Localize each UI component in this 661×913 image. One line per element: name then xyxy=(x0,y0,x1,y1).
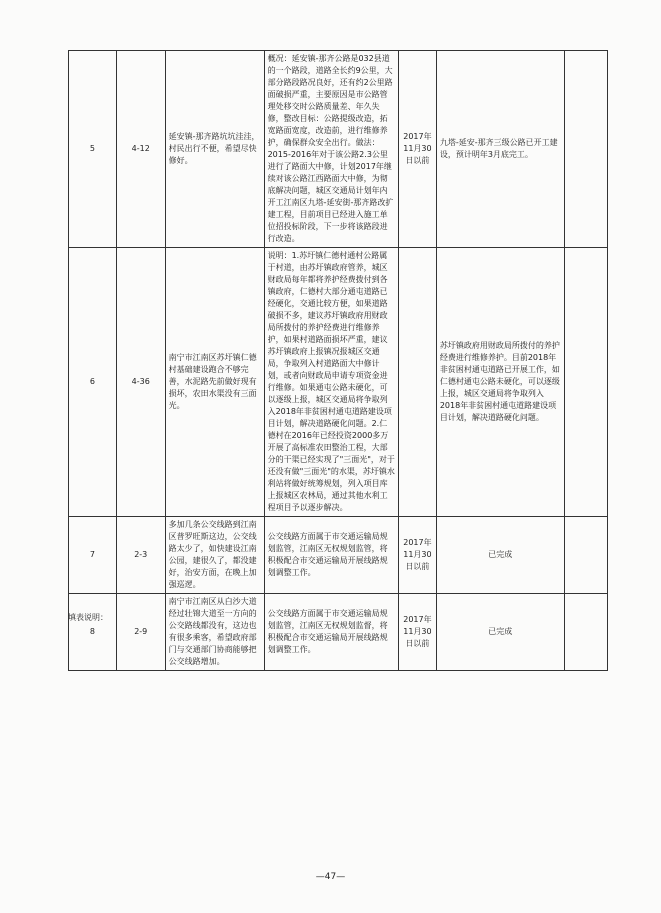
complaint-table xyxy=(68,50,608,671)
row-reply: 公交线路方面属于市交通运输局规划监管，江南区无权规划监管，将积极配合市交通运输局开展线路规划调整工作。 xyxy=(264,517,398,594)
row-reply: 概况：延安镇-那齐公路是032县道的一个路段，道路全长约9公里，大部分路段路况良好，还有约2公里路面破损严重，主要原因是市公路管理处移交时公路质量差、年久失修，整改目标：公路提级改造，拓宽路面宽度，改造前，进行维修养护，确保群众安全出行。做法：2015-2016年对于该公路2.3公里进行了路面大中修，计划2017年继续对该公路江西路面大中修，为彻底解决问题，城区交通局计划年内开工江南区九塔-延安街-那齐路改扩建工程，目前项目已经进入施工单位招投标阶段，下一步将该路段进行改造。 xyxy=(264,51,398,248)
row-result: 苏圩镇政府用财政局所拨付的养护经费进行维修养护。目前2018年非贫困村通屯道路已开展工作，如仁德村通屯公路未硬化，可以逐级上报，城区交通局将争取列入2018年非贫困村通屯道路建设项目计划，解决道路硬化问题。 xyxy=(436,248,564,517)
row-blank-cell xyxy=(564,51,607,248)
row-result: 九塔-延安-那齐三级公路已开工建设，预计明年3月底完工。 xyxy=(436,51,564,248)
table-row xyxy=(69,594,608,671)
row-number: 7 xyxy=(69,517,117,594)
row-number: 6 xyxy=(69,248,117,517)
row-code: 2-3 xyxy=(116,517,165,594)
row-issue: 南宁市江南区从白沙大道经过壮锦大道至一方向的公交路线都没有，这边也有很多乘客，希望政府部门与交通部门协商能够把公交线路增加。 xyxy=(165,594,264,671)
table-row xyxy=(69,51,608,248)
row-deadline: 2017年11月30日以前 xyxy=(399,594,437,671)
row-code: 2-9 xyxy=(116,594,165,671)
page-number: —47— xyxy=(315,872,346,882)
row-deadline xyxy=(399,248,437,517)
row-deadline: 2017年11月30日以前 xyxy=(399,51,437,248)
row-result: 已完成 xyxy=(436,517,564,594)
row-blank-cell xyxy=(564,248,607,517)
row-code: 4-36 xyxy=(116,248,165,517)
row-blank-cell xyxy=(564,594,607,671)
table-row xyxy=(69,517,608,594)
row-reply: 公交线路方面属于市交通运输局规划监管，江南区无权规划监督，将积极配合市交通运输局开展线路规划调整工作。 xyxy=(264,594,398,671)
row-number: 5 xyxy=(69,51,117,248)
row-issue: 延安镇-那齐路坑坑洼洼，村民出行不便，希望尽快修好。 xyxy=(165,51,264,248)
row-blank-cell xyxy=(564,517,607,594)
row-result: 已完成 xyxy=(436,594,564,671)
row-code: 4-12 xyxy=(116,51,165,248)
row-issue: 南宁市江南区苏圩镇仁德村基础建设跑合不够完善，水泥路先前做好现有损坏，农田水渠没有三面光。 xyxy=(165,248,264,517)
table-footnote: 填表说明： xyxy=(68,613,108,622)
row-issue: 多加几条公交线路到江南区普罗旺斯这边，公交线路太少了，如快建设江南公园，建很久了，都没建好，治安方面，在晚上加强巡逻。 xyxy=(165,517,264,594)
row-reply: 说明：1.苏圩镇仁德村通村公路属于村道，由苏圩镇政府管养，城区财政局每年都将养护经费拨付到各镇政府，仁德村大部分通屯道路已经硬化，交通比较方便，如果道路破损不多，建议苏圩镇政府用财政局所拨付的养护经费进行维修养护，如果村道路面损坏严重，建议苏圩镇政府上报镇况报城区交通局，争取列入村道路面大中修计划，或者向财政局申请专项资金进行维修。如果通屯公路未硬化，可以逐级上报，城区交通局将争取列入2018年非贫困村通屯道路建设项目计划，解决道路硬化问题。2.仁德村在2016年已经投资2000多万开展了高标准农田整治工程，大部分的干渠已经实现了"三面光"，对于还没有做"三面光"的水渠，苏圩镇水利站将做好统筹规划，列入项目库上报城区农林局，通过其他水利工程项目予以逐步解决。 xyxy=(264,248,398,517)
table-row xyxy=(69,248,608,517)
row-number: 8 xyxy=(69,594,117,671)
row-deadline: 2017年11月30日以前 xyxy=(399,517,437,594)
